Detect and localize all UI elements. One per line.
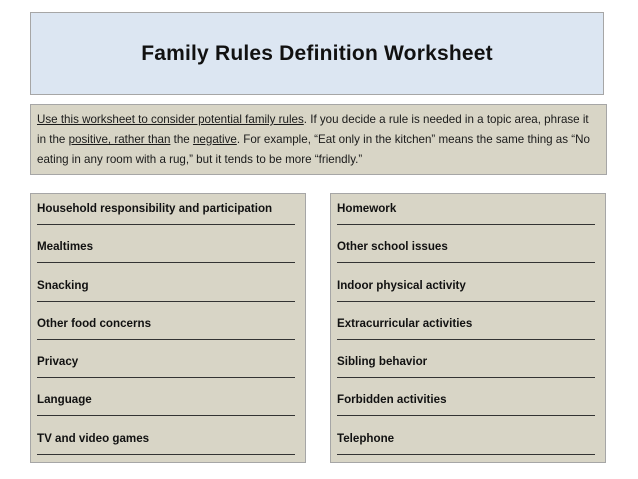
answer-line[interactable]	[37, 301, 295, 302]
topic-label: Snacking	[37, 278, 89, 292]
topic-label: Sibling behavior	[337, 355, 428, 369]
page-title: Family Rules Definition Worksheet	[141, 41, 493, 65]
title-box	[30, 12, 604, 95]
topic-item	[337, 393, 599, 431]
topic-item	[337, 432, 599, 470]
topic-label: Homework	[337, 202, 397, 215]
answer-line[interactable]	[337, 377, 595, 378]
topic-label: TV and video games	[37, 431, 150, 445]
answer-line[interactable]	[337, 262, 595, 263]
intro-underlined-lead: Use this worksheet to consider potential family rules	[37, 113, 304, 126]
topic-label: Privacy	[37, 355, 79, 369]
answer-line[interactable]	[337, 415, 595, 416]
answer-line[interactable]	[37, 454, 295, 455]
topic-label: Telephone	[337, 431, 395, 445]
topic-item	[337, 355, 599, 393]
topic-label: Household responsibility and participation	[37, 202, 273, 215]
right-topics-column	[330, 193, 606, 463]
intro-text-3: . For example, “Eat only in the kitchen” means the same thing as “No eating in any room with a rug,” but it tends to be more “friendly.”	[37, 133, 590, 166]
topic-item	[37, 432, 299, 470]
answer-line[interactable]	[337, 301, 595, 302]
topic-item	[37, 240, 299, 278]
topic-label: Forbidden activities	[337, 393, 447, 407]
answer-line[interactable]	[37, 377, 295, 378]
topic-item	[37, 279, 299, 317]
answer-line[interactable]	[37, 415, 295, 416]
answer-line[interactable]	[37, 339, 295, 340]
topic-item	[337, 240, 599, 278]
intro-underlined-negative: negative	[192, 133, 237, 146]
topic-item	[337, 202, 599, 240]
topic-item	[37, 393, 299, 431]
topic-item	[337, 317, 599, 355]
topic-item	[37, 202, 299, 240]
answer-line[interactable]	[337, 454, 595, 455]
answer-line[interactable]	[37, 224, 295, 225]
topic-label: Indoor physical activity	[337, 278, 466, 292]
topic-item	[37, 355, 299, 393]
answer-line[interactable]	[337, 339, 595, 340]
topic-item	[37, 317, 299, 355]
topic-label: Other school issues	[337, 240, 448, 254]
answer-line[interactable]	[337, 224, 595, 225]
topic-label: Other food concerns	[37, 316, 152, 330]
topic-label: Mealtimes	[37, 240, 94, 254]
intro-text-2: the	[170, 133, 193, 146]
topic-label: Language	[37, 393, 92, 407]
intro-paragraph	[30, 104, 607, 175]
left-topics-column	[30, 193, 306, 463]
intro-text-1: . If you decide a rule is needed in a topic area, phrase it in the	[37, 113, 589, 146]
topic-item	[337, 279, 599, 317]
intro-underlined-positive: positive, rather than	[68, 133, 171, 146]
answer-line[interactable]	[37, 262, 295, 263]
topic-label: Extracurricular activities	[337, 316, 473, 330]
